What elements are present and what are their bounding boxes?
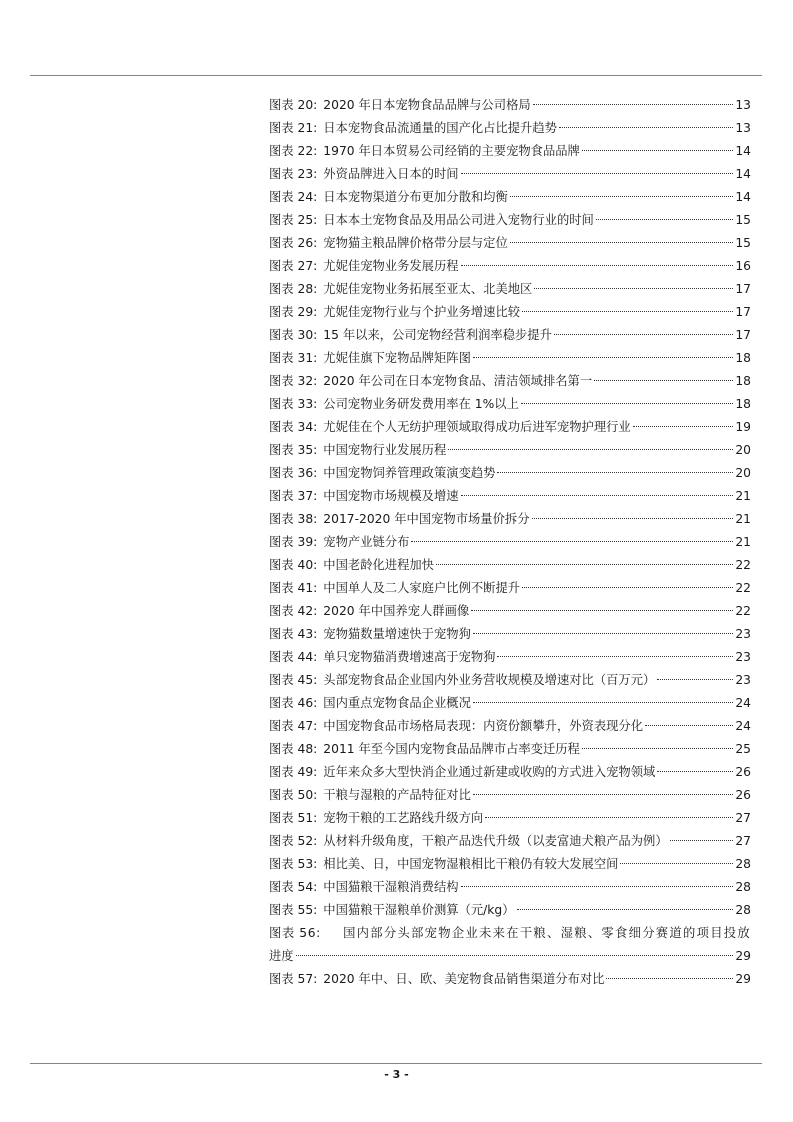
toc-entry-title: 2017-2020 年中国宠物市场量价拆分	[323, 512, 530, 526]
toc-dot-leader	[461, 173, 734, 174]
toc-entry[interactable]	[269, 577, 751, 600]
footer-rule	[30, 1063, 762, 1064]
toc-entry[interactable]	[269, 646, 751, 669]
toc-entry-title-continued: 进度	[269, 949, 294, 963]
toc-entry-label: 图表 50:	[269, 788, 318, 802]
toc-entry-label: 图表 46:	[269, 696, 318, 710]
toc-entry[interactable]	[269, 278, 751, 301]
toc-entry-label: 图表 48:	[269, 742, 318, 756]
toc-dot-leader	[534, 288, 733, 289]
toc-dot-leader	[620, 863, 733, 864]
toc-entry-title: 中国宠物市场规模及增速	[323, 489, 459, 503]
toc-entry-label: 图表 55:	[269, 903, 318, 917]
toc-dot-leader	[461, 886, 734, 887]
toc-entry-page: 26	[735, 765, 751, 779]
toc-entry[interactable]	[269, 439, 751, 462]
toc-entry-page: 21	[735, 535, 751, 549]
toc-entry-label: 图表 34:	[269, 420, 318, 434]
toc-entry-label: 图表 32:	[269, 374, 318, 388]
table-of-figures	[269, 94, 751, 991]
toc-entry-title: 头部宠物食品企业国内外业务营收规模及增速对比（百万元）	[323, 673, 656, 687]
toc-entry[interactable]	[269, 117, 751, 140]
toc-entry-title: 国内部分头部宠物企业未来在干粮、湿粮、零食细分赛道的项目投放	[343, 926, 751, 940]
page-number: - 3 -	[384, 1068, 409, 1081]
toc-entry-page: 29	[735, 972, 751, 986]
toc-entry[interactable]	[269, 738, 751, 761]
toc-entry[interactable]	[269, 485, 751, 508]
toc-entry[interactable]	[269, 531, 751, 554]
toc-entry[interactable]	[269, 370, 751, 393]
toc-entry-label: 图表 53:	[269, 857, 318, 871]
toc-dot-leader	[582, 748, 733, 749]
toc-entry-title: 中国猫粮干湿粮消费结构	[323, 880, 459, 894]
toc-dot-leader	[461, 265, 734, 266]
toc-entry-label: 图表 44:	[269, 650, 318, 664]
toc-entry-page: 14	[735, 167, 751, 181]
toc-entry-title: 1970 年日本贸易公司经销的主要宠物食品品牌	[323, 144, 580, 158]
toc-entry-page: 18	[735, 351, 751, 365]
toc-dot-leader	[645, 725, 733, 726]
toc-entry-page: 18	[735, 374, 751, 388]
toc-dot-leader	[657, 679, 733, 680]
toc-entry-page: 19	[735, 420, 751, 434]
toc-entry-page: 26	[735, 788, 751, 802]
toc-entry-label: 图表 22:	[269, 144, 318, 158]
toc-entry[interactable]	[269, 968, 751, 991]
toc-entry-label: 图表 41:	[269, 581, 318, 595]
toc-entry-page: 14	[735, 144, 751, 158]
toc-entry-page: 28	[735, 903, 751, 917]
toc-entry-title: 相比美、日，中国宠物湿粮相比干粮仍有较大发展空间	[323, 857, 619, 871]
toc-dot-leader	[657, 771, 733, 772]
toc-dot-leader	[522, 587, 733, 588]
toc-entry[interactable]	[269, 623, 751, 646]
toc-entry-page: 24	[735, 719, 751, 733]
toc-entry-label: 图表 57:	[269, 972, 318, 986]
toc-entry-title: 中国宠物食品市场格局表现：内资份额攀升，外资表现分化	[323, 719, 644, 733]
toc-entry[interactable]	[269, 416, 751, 439]
toc-entry-title: 2020 年日本宠物食品品牌与公司格局	[323, 98, 531, 112]
toc-entry[interactable]	[269, 784, 751, 807]
toc-entry[interactable]	[269, 853, 751, 876]
toc-dot-leader	[582, 150, 733, 151]
toc-entry[interactable]	[269, 899, 751, 922]
toc-entry-page: 24	[735, 696, 751, 710]
toc-entry-label: 图表 24:	[269, 190, 318, 204]
toc-entry-page: 20	[735, 443, 751, 457]
toc-entry[interactable]	[269, 922, 751, 968]
toc-entry-label: 图表 39:	[269, 535, 318, 549]
header-rule	[30, 75, 762, 76]
toc-entry-label: 图表 52:	[269, 834, 318, 848]
toc-entry-page: 28	[735, 880, 751, 894]
toc-entry-title: 干粮与湿粮的产品特征对比	[323, 788, 471, 802]
toc-entry-page: 23	[735, 673, 751, 687]
toc-entry[interactable]	[269, 232, 751, 255]
toc-entry[interactable]	[269, 255, 751, 278]
toc-entry-label: 图表 45:	[269, 673, 318, 687]
toc-entry-page: 13	[735, 98, 751, 112]
toc-entry-label: 图表 51:	[269, 811, 318, 825]
toc-dot-leader	[471, 610, 733, 611]
toc-entry-label: 图表 43:	[269, 627, 318, 641]
toc-entry-title: 中国老龄化进程加快	[323, 558, 434, 572]
toc-entry-label: 图表 30:	[269, 328, 318, 342]
toc-entry[interactable]	[269, 94, 751, 117]
toc-entry[interactable]	[269, 186, 751, 209]
toc-entry-title: 尤妮佳宠物行业与个护业务增速比较	[323, 305, 521, 319]
toc-entry-page: 27	[735, 811, 751, 825]
toc-entry[interactable]	[269, 807, 751, 830]
toc-entry-title: 2011 年至今国内宠物食品品牌市占率变迁历程	[323, 742, 580, 756]
toc-entry[interactable]	[269, 508, 751, 531]
toc-entry-title: 中国宠物行业发展历程	[323, 443, 447, 457]
toc-dot-leader	[497, 472, 733, 473]
toc-entry-label: 图表 37:	[269, 489, 318, 503]
toc-entry[interactable]	[269, 554, 751, 577]
toc-entry-title: 尤妮佳旗下宠物品牌矩阵图	[323, 351, 471, 365]
toc-entry-page: 28	[735, 857, 751, 871]
toc-entry-page: 23	[735, 627, 751, 641]
toc-entry-page: 17	[735, 282, 751, 296]
toc-dot-leader	[606, 978, 733, 979]
toc-entry-title: 宠物干粮的工艺路线升级方向	[323, 811, 484, 825]
toc-entry[interactable]	[269, 163, 751, 186]
toc-entry-title: 日本宠物渠道分布更加分散和均衡	[323, 190, 508, 204]
toc-entry-page: 15	[735, 213, 751, 227]
toc-dot-leader	[473, 357, 733, 358]
toc-entry-title: 近年来众多大型快消企业通过新建或收购的方式进入宠物领域	[323, 765, 656, 779]
toc-entry-label: 图表 21:	[269, 121, 318, 135]
toc-entry-page: 21	[735, 512, 751, 526]
toc-dot-leader	[522, 311, 733, 312]
toc-entry-page: 22	[735, 604, 751, 618]
toc-entry-title: 单只宠物猫消费增速高于宠物狗	[323, 650, 496, 664]
toc-entry-label: 图表 49:	[269, 765, 318, 779]
toc-entry-label: 图表 54:	[269, 880, 318, 894]
toc-entry-line	[269, 922, 751, 945]
toc-dot-leader	[532, 518, 734, 519]
toc-entry-label: 图表 42:	[269, 604, 318, 618]
toc-dot-leader	[473, 794, 733, 795]
toc-entry-title: 日本本土宠物食品及用品公司进入宠物行业的时间	[323, 213, 594, 227]
toc-entry-label: 图表 35:	[269, 443, 318, 457]
toc-entry-label: 图表 40:	[269, 558, 318, 572]
toc-entry-page: 27	[735, 834, 751, 848]
toc-dot-leader	[296, 955, 734, 956]
toc-entry-label: 图表 27:	[269, 259, 318, 273]
toc-entry-page: 13	[735, 121, 751, 135]
toc-entry[interactable]	[269, 209, 751, 232]
toc-entry-title: 中国宠物饲养管理政策演变趋势	[323, 466, 496, 480]
toc-dot-leader	[436, 564, 733, 565]
toc-entry-title: 日本宠物食品流通量的国产化占比提升趋势	[323, 121, 557, 135]
toc-entry-page: 20	[735, 466, 751, 480]
toc-entry-label: 图表 38:	[269, 512, 318, 526]
toc-dot-leader	[633, 426, 734, 427]
toc-dot-leader	[510, 242, 734, 243]
toc-entry[interactable]	[269, 761, 751, 784]
toc-entry-title: 中国猫粮干湿粮单价测算（元/kg）	[323, 903, 515, 917]
toc-dot-leader	[594, 380, 733, 381]
toc-entry-title: 从材料升级角度，干粮产品迭代升级（以麦富迪犬粮产品为例）	[323, 834, 668, 848]
toc-dot-leader	[596, 219, 734, 220]
toc-entry-label: 图表 29:	[269, 305, 318, 319]
toc-entry-page: 17	[735, 328, 751, 342]
toc-entry-title: 中国单人及二人家庭户比例不断提升	[323, 581, 521, 595]
toc-entry-page: 14	[735, 190, 751, 204]
toc-dot-leader	[448, 449, 733, 450]
toc-entry[interactable]	[269, 669, 751, 692]
toc-entry-title: 公司宠物业务研发费用率在 1%以上	[323, 397, 519, 411]
toc-entry[interactable]	[269, 692, 751, 715]
toc-entry-label: 图表 20:	[269, 98, 318, 112]
toc-dot-leader	[473, 633, 733, 634]
toc-entry-label: 图表 36:	[269, 466, 318, 480]
toc-entry-page: 22	[735, 558, 751, 572]
toc-entry[interactable]	[269, 715, 751, 738]
toc-entry-label: 图表 47:	[269, 719, 318, 733]
toc-entry-title: 宠物猫数量增速快于宠物狗	[323, 627, 471, 641]
toc-entry-title: 外资品牌进入日本的时间	[323, 167, 459, 181]
toc-entry-label: 图表 23:	[269, 167, 318, 181]
toc-entry-label: 图表 25:	[269, 213, 318, 227]
toc-dot-leader	[559, 127, 733, 128]
toc-entry[interactable]	[269, 830, 751, 853]
toc-dot-leader	[517, 909, 734, 910]
toc-entry-label: 图表 33:	[269, 397, 318, 411]
toc-dot-leader	[461, 495, 734, 496]
toc-dot-leader	[510, 196, 734, 197]
toc-entry-page: 16	[735, 259, 751, 273]
toc-entry-line	[269, 945, 751, 968]
toc-entry[interactable]	[269, 393, 751, 416]
toc-dot-leader	[521, 403, 733, 404]
toc-entry-label: 图表 28:	[269, 282, 318, 296]
toc-entry[interactable]	[269, 462, 751, 485]
toc-entry-label: 图表 56:	[269, 926, 321, 940]
toc-entry-title: 15 年以来，公司宠物经营利润率稳步提升	[323, 328, 552, 342]
toc-entry[interactable]	[269, 301, 751, 324]
toc-entry-title: 宠物产业链分布	[323, 535, 410, 549]
toc-entry-title: 2020 年中国养宠人群画像	[323, 604, 470, 618]
toc-entry-page: 29	[735, 949, 751, 963]
toc-dot-leader	[533, 104, 734, 105]
toc-entry-title: 宠物猫主粮品牌价格带分层与定位	[323, 236, 508, 250]
toc-entry-title: 国内重点宠物食品企业概况	[323, 696, 471, 710]
toc-entry-page: 21	[735, 489, 751, 503]
toc-dot-leader	[554, 334, 733, 335]
toc-entry[interactable]	[269, 324, 751, 347]
toc-entry[interactable]	[269, 600, 751, 623]
toc-entry-page: 15	[735, 236, 751, 250]
toc-dot-leader	[411, 541, 733, 542]
toc-entry-label: 图表 26:	[269, 236, 318, 250]
toc-entry-page: 23	[735, 650, 751, 664]
toc-entry[interactable]	[269, 140, 751, 163]
toc-dot-leader	[497, 656, 733, 657]
toc-dot-leader	[670, 840, 734, 841]
toc-entry-page: 25	[735, 742, 751, 756]
toc-entry[interactable]	[269, 876, 751, 899]
toc-entry[interactable]	[269, 347, 751, 370]
toc-entry-title: 尤妮佳宠物业务拓展至亚太、北美地区	[323, 282, 533, 296]
toc-entry-page: 22	[735, 581, 751, 595]
toc-entry-title: 尤妮佳宠物业务发展历程	[323, 259, 459, 273]
toc-dot-leader	[473, 702, 733, 703]
toc-entry-page: 18	[735, 397, 751, 411]
toc-entry-title: 2020 年公司在日本宠物食品、清洁领域排名第一	[323, 374, 593, 388]
toc-entry-label: 图表 31:	[269, 351, 318, 365]
toc-entry-page: 17	[735, 305, 751, 319]
toc-entry-title: 2020 年中、日、欧、美宠物食品销售渠道分布对比	[323, 972, 605, 986]
toc-dot-leader	[485, 817, 733, 818]
toc-entry-title: 尤妮佳在个人无纺护理领域取得成功后进军宠物护理行业	[323, 420, 631, 434]
